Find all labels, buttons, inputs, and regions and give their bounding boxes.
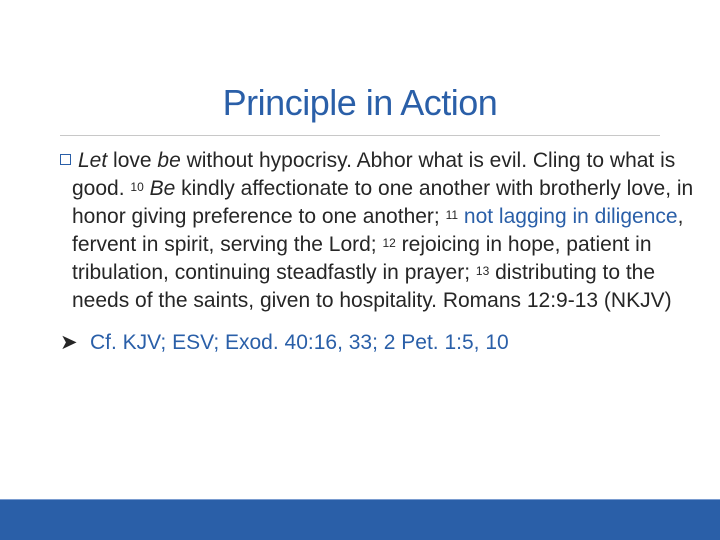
footer-bar bbox=[0, 500, 720, 540]
verse-number: 10 bbox=[130, 180, 144, 194]
title-divider bbox=[60, 135, 660, 136]
reference-bullet bbox=[60, 329, 700, 357]
verse-italic-be: Be bbox=[143, 177, 176, 200]
verse-italic-be: be bbox=[157, 149, 181, 172]
verse-text bbox=[72, 149, 693, 312]
verse-italic-let: Let bbox=[78, 149, 108, 172]
verse-fragment: , fervent in spirit, serving the Lord; bbox=[72, 205, 684, 256]
verse-fragment: love bbox=[107, 149, 158, 172]
verse-number: 11 bbox=[445, 208, 459, 222]
verse-highlight: not lagging in diligence bbox=[458, 205, 678, 228]
verse-fragment: rejoicing in hope, patient in tribulation, continuing steadfastly in prayer; bbox=[72, 233, 652, 284]
verse-number: 12 bbox=[382, 236, 396, 250]
square-bullet-icon bbox=[60, 154, 71, 165]
verse-fragment: distributing to the needs of the saints, given to hospitality. Romans 12:9-13 (NKJV) bbox=[72, 261, 672, 312]
verse-fragment: without hypocrisy. Abhor what is evil. Cling to what is good. bbox=[72, 149, 676, 200]
cross-references: Cf. KJV; ESV; Exod. 40:16, 33; 2 Pet. 1:5, 10 bbox=[90, 331, 509, 354]
verse-number: 13 bbox=[475, 264, 490, 278]
slide-title: Principle in Action bbox=[222, 82, 498, 123]
verse-fragment: kindly affectionate to one another with brotherly love, in honor giving preference to one another; bbox=[72, 177, 694, 228]
verse-bullet bbox=[60, 147, 700, 315]
slide-body bbox=[60, 147, 700, 357]
arrow-bullet-icon: ➤ bbox=[60, 331, 78, 354]
